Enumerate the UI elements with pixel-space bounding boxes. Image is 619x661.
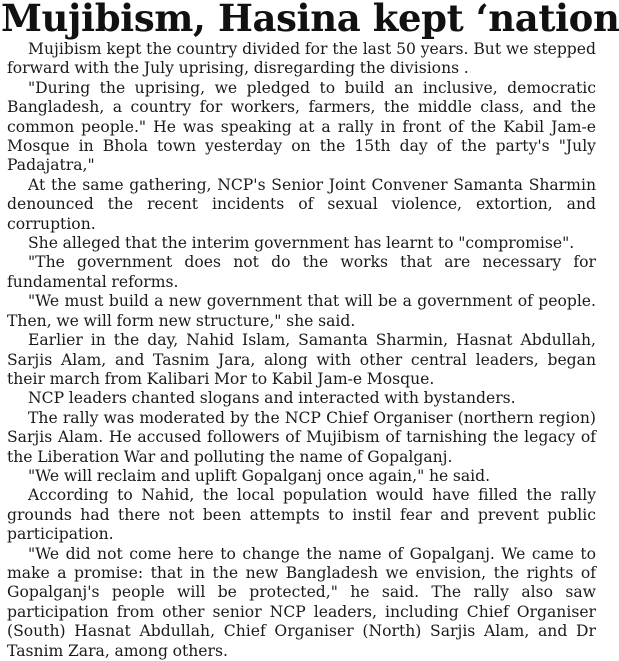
paragraph: "We will reclaim and uplift Gopalganj once again," he said. (28, 466, 491, 485)
paragraph: She alleged that the interim government has learnt to "compromise". (28, 234, 575, 253)
paragraph: The rally was moderated by the NCP Chief Organiser (northern region) Sarjis Alam. He accused followers of Mujibism of tarnishing the legacy of the Liberation War and polluting the name of Gopalganj. (7, 408, 596, 466)
paragraph: "During the uprising, we pledged to build an inclusive, democratic Bangladesh, a country for workers, farmers, the middle class, and the common people." He was speaking at a rally in front of the Kabil Jam-e Mosque in Bhola town yesterday on the 15th day of the party's "July Padajatra," (7, 78, 596, 175)
paragraph: Mujibism kept the country divided for the last 50 years. But we stepped forward with the July uprising, disregarding the divisions . (7, 40, 596, 78)
paragraph: At the same gathering, NCP's Senior Joint Convener Samanta Sharmin denounced the recent incidents of sexual violence, extortion, and corruption. (7, 175, 596, 233)
paragraph: Earlier in the day, Nahid Islam, Samanta Sharmin, Hasnat Abdullah, Sarjis Alam, and Tasnim Jara, along with other central leaders, began their march from Kalibari Mor to Kabil Jam-e Mosque. (7, 331, 596, 388)
paragraph: "We did not come here to change the name of Gopalganj. We came to make a promise: that in the new Bangladesh we envision, the rights of Gopalganj's people will be protected," he said. The rally also saw participation from other senior NCP leaders, including Chief Organiser (South) Hasnat Abdullah, Chief Organiser (North) Sarjis Alam, and Dr Tasnim Zara, among others. (7, 544, 596, 660)
paragraph: According to Nahid, the local population would have filled the rally grounds had there not been attempts to instil fear and prevent public participation. (7, 486, 596, 544)
paragraph: NCP leaders chanted slogans and interacted with bystanders. (28, 389, 516, 408)
article-headline: Mujibism, Hasina kept ‘nation (1, 0, 619, 40)
paragraph: "We must build a new government that will be a government of people. Then, we will form new structure," she said. (7, 292, 596, 330)
paragraph: "The government does not do the works that are necessary for fundamental reforms. (7, 253, 596, 291)
article-body (7, 40, 596, 661)
